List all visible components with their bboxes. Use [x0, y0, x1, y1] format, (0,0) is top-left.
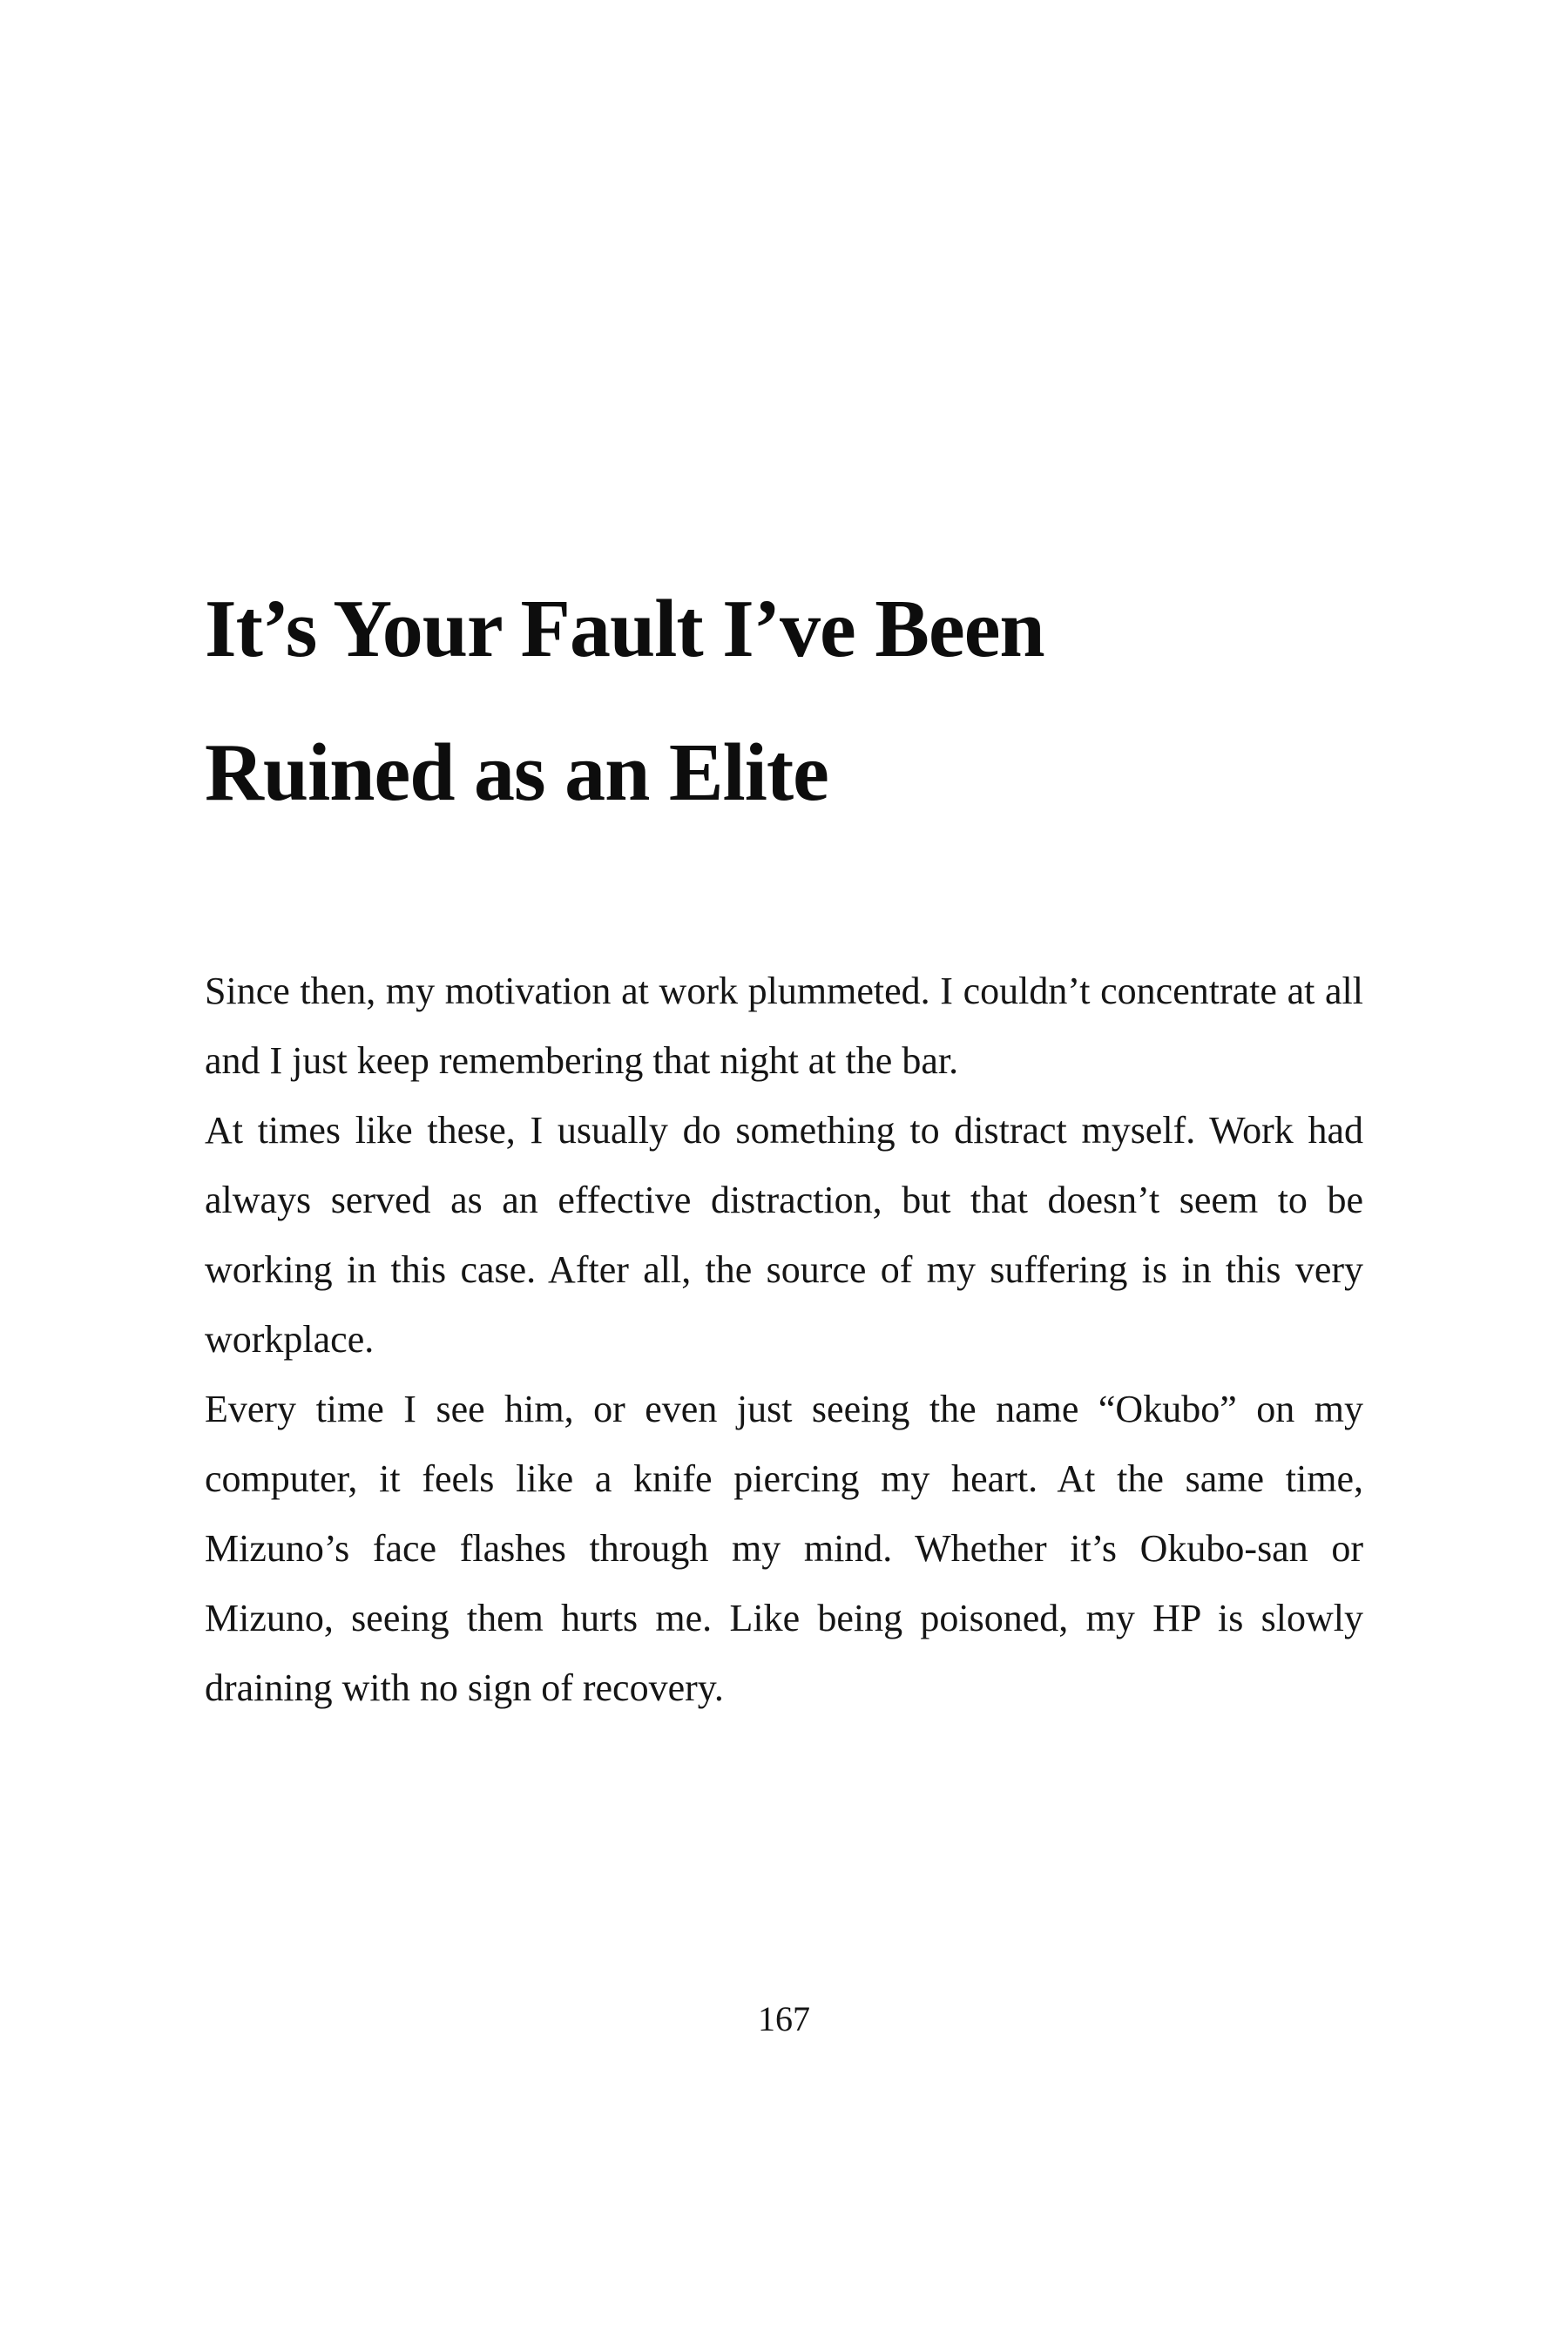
chapter-title [205, 558, 1372, 845]
page-number: 167 [758, 1999, 810, 2038]
chapter-body [205, 956, 1363, 1723]
paragraph-2: At times like these, I usually do something to distract myself. Work had always served as an effective distraction, but that doesn’t seem to be working in this case. After all, the source of my suffering is in this very workplace. [205, 1109, 1363, 1361]
chapter-title-line-1: It’s Your Fault I’ve Been [205, 584, 1044, 674]
paragraph-3: Every time I see him, or even just seeing the name “Okubo” on my computer, it feels like a knife piercing my heart. At the same time, Mizuno’s face flashes through my mind. Whether it’s Okubo-san or Mizuno, seeing them hurts me. Like being poisoned, my HP is slowly draining with no sign of recovery. [205, 1388, 1363, 1709]
paragraph-1: Since then, my motivation at work plummeted. I couldn’t concentrate at all and I just keep remembering that night at the bar. [205, 970, 1363, 1082]
chapter-title-line-2: Ruined as an Elite [205, 727, 828, 818]
